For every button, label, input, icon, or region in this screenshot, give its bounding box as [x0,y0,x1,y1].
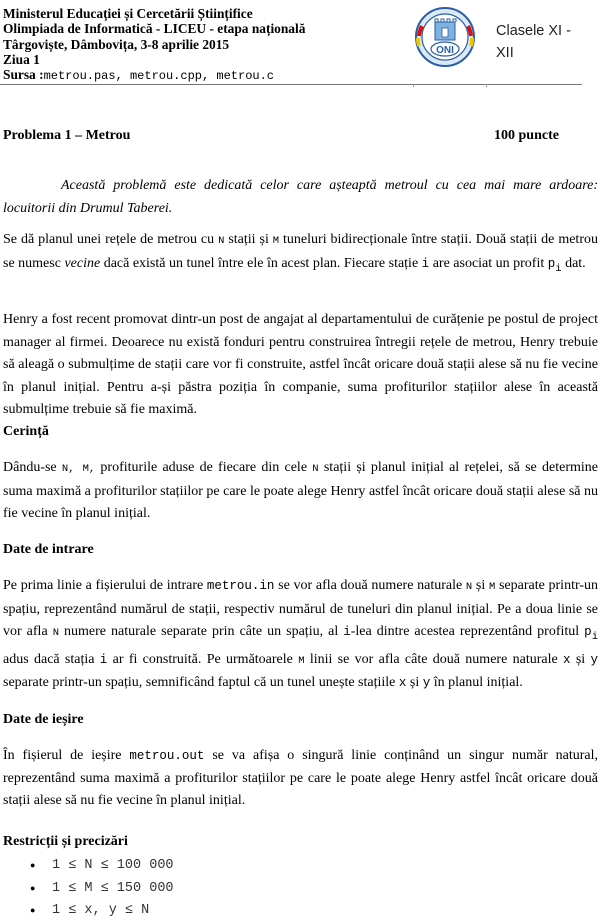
output-filename: metrou.out [129,749,205,763]
classes-line1: Clasele XI - [496,23,571,39]
header-tick [413,84,414,87]
description-paragraph-2: Henry a fost recent promovat dintr-un post de angajat al departamentului de curățenie pe postul de project manager al firmei. Deoarece nu există fonduri pentru construirea întregii rețele de metrou, Henry trebuie să aleagă o submulțime de stații care vor fi construite, astfel încât oricare două stații alese să nu fie vecine în planul inițial. Pentru a-și păstra poziția în companie, suma profiturilor stațiilor alese în această submulțime trebuie să fie maximă. [3,312,598,418]
header-divider [0,84,582,85]
header-tick [486,84,487,87]
logo-text: ONI [436,45,454,56]
header-location-date: Târgoviște, Dâmbovița, 3-8 aprilie 2015 [3,36,230,52]
section-heading-input: Date de intrare [3,542,94,557]
source-files: metrou.pas, metrou.cpp, metrou.c [43,69,274,84]
problem-title: Problema 1 – Metrou [3,128,131,143]
restriction-item: ● 1 ≤ M ≤ 150 000 [30,878,174,901]
section-heading-restrictions: Restricții și precizări [3,834,128,849]
var-M: M [272,235,280,247]
output-paragraph: În fișierul de ieșire metrou.out se va afișa o singură linie conținând un singur număr natural, reprezentând suma maximă a profiturilor stațiilor pe care le poate alege Henry astfel încât oricare două stații alese să nu fie vecine în planul inițial. [3,748,598,809]
restriction-item: ● 1 ≤ x, y ≤ N [30,900,174,923]
var-p: p [547,256,556,271]
document-header [3,6,305,84]
source-label: Sursa : [3,67,44,83]
section-heading-output: Date de ieșire [3,712,84,727]
var-N: N [218,235,225,247]
classes-line2: XII [496,45,514,61]
var-i: i [421,256,430,271]
header-ministry: Ministerul Educației și Cercetării Științifice [3,6,253,21]
oni-logo [414,6,476,68]
restriction-item: ● 1 ≤ N ≤ 100 000 [30,855,174,878]
header-source [3,67,305,84]
input-paragraph: Pe prima linie a fișierului de intrare metrou.in se vor afla două numere naturale N și M separate printr-un spațiu, reprezentând numărul de stații, respectiv numărul de tuneluri din planul inițial. Pe a doua linie se vor afla N numere naturale separate prin câte un spațiu, al i-lea dintre acestea reprezentând profitul $p_i$ adus dacă stația i ar fi construită. Pe următoarele M linii se vor afla câte două numere naturale x și y separate printr-un spațiu, semnificând faptul că un tunel unește stațiile x și y în planul inițial. [3,578,598,691]
intro-text: Această problemă este dedicată celor care așteaptă metroul cu cea mai mare ardoare: locuitorii din Drumul Taberei. [3,178,598,216]
description-paragraph-1: Se dă planul unei rețele de metrou cu N stații și M tuneluri bidirecționale între stații. Două stații de metrou se numesc vecine dacă există un tunel între ele în acest plan. Fiecare stație i are asociat un profit $p_i$ dat. [3,232,598,275]
cerinta-paragraph: Dându-se N, M, profiturile aduse de fiecare din cele N stații și planul inițial al rețelei, să se determine suma maximă a profiturilor stațiilor pe care le poate alege Henry astfel încât oricare două stații alese să nu fie vecine în planul inițial. [3,460,598,522]
term-vecine: vecine [64,255,101,271]
restrictions-list [30,855,174,923]
classes-label [496,20,571,64]
section-heading-cerinta: Cerință [3,424,49,439]
header-day: Ziua 1 [3,51,40,67]
header-olympiad: Olimpiada de Informatică - LICEU - etapa națională [3,21,306,37]
problem-points: 100 puncte [494,128,559,143]
input-filename: metrou.in [206,579,275,593]
intro-paragraph [3,175,598,220]
